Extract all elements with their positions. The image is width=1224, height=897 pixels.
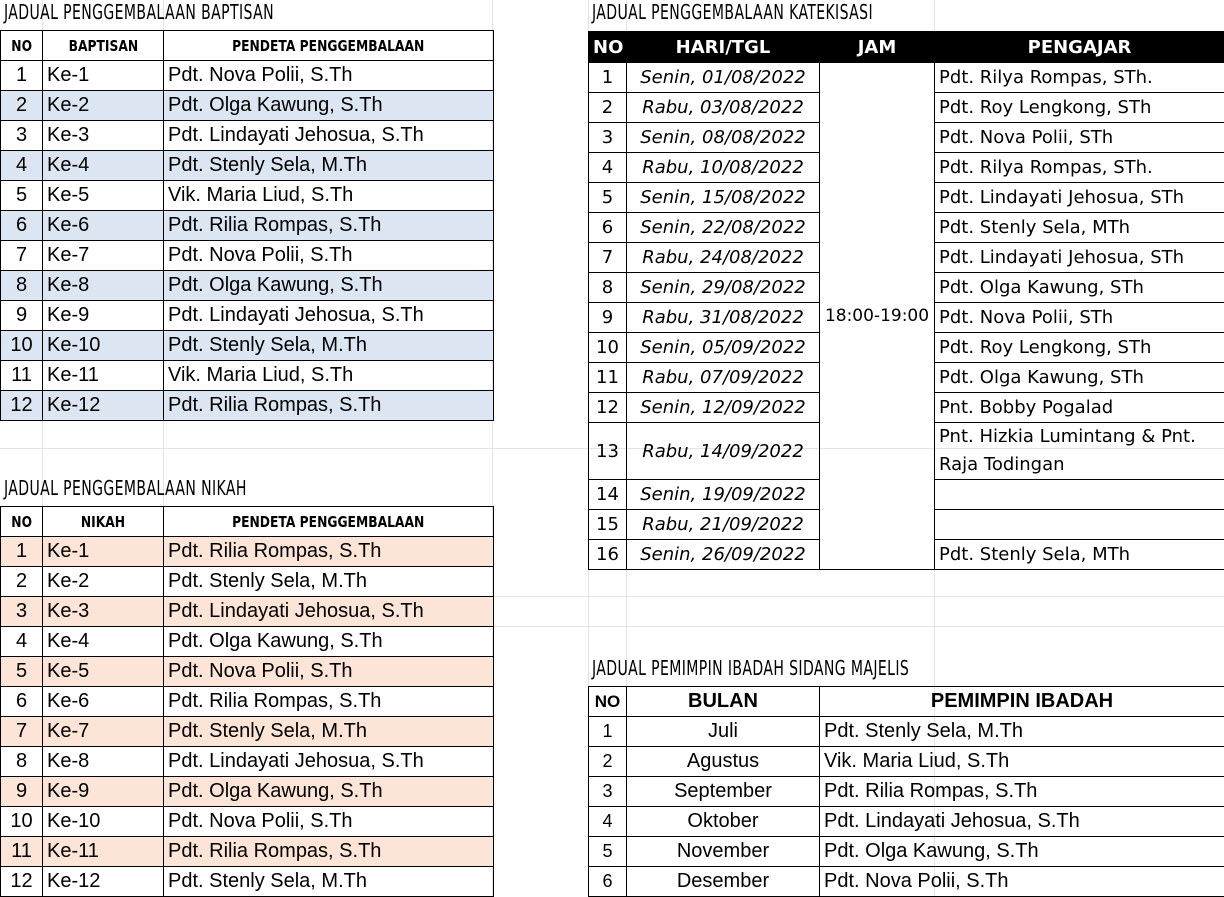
pastor-name: Pdt. Stenly Sela, M.Th bbox=[164, 717, 494, 747]
teacher-name bbox=[935, 480, 1224, 510]
row-number: 10 bbox=[589, 333, 627, 363]
row-label: Ke-4 bbox=[43, 627, 164, 657]
row-number: 9 bbox=[589, 303, 627, 333]
row-number: 4 bbox=[589, 807, 627, 837]
month-name: November bbox=[627, 837, 820, 867]
session-date: Senin, 26/09/2022 bbox=[627, 540, 820, 570]
row-number: 10 bbox=[1, 331, 43, 361]
row-number: 8 bbox=[1, 747, 43, 777]
table-row bbox=[589, 777, 1224, 807]
month-name: Agustus bbox=[627, 747, 820, 777]
table-row bbox=[1, 807, 494, 837]
table-row bbox=[1, 627, 494, 657]
table-row bbox=[1, 361, 494, 391]
row-number: 3 bbox=[589, 777, 627, 807]
baptisan-table bbox=[0, 30, 494, 421]
row-label: Ke-11 bbox=[43, 361, 164, 391]
pastor-name: Pdt. Olga Kawung, S.Th bbox=[164, 777, 494, 807]
session-date: Rabu, 07/09/2022 bbox=[627, 363, 820, 393]
month-name: Juli bbox=[627, 717, 820, 747]
pastor-name: Pdt. Rilia Rompas, S.Th bbox=[164, 537, 494, 567]
session-time: 18:00-19:00 bbox=[820, 63, 935, 570]
pastor-name: Vik. Maria Liud, S.Th bbox=[164, 361, 494, 391]
table-row bbox=[589, 837, 1224, 867]
teacher-name: Pdt. Roy Lengkong, STh bbox=[935, 333, 1224, 363]
table-row bbox=[1, 537, 494, 567]
row-label: Ke-5 bbox=[43, 657, 164, 687]
row-number: 2 bbox=[589, 747, 627, 777]
table-row bbox=[589, 807, 1224, 837]
teacher-name: Pdt. Stenly Sela, MTh bbox=[935, 540, 1224, 570]
row-number: 11 bbox=[1, 361, 43, 391]
katekisasi-title: JADUAL PENGGEMBALAAN KATEKISASI bbox=[592, 0, 873, 24]
column-header-no: NO bbox=[1, 31, 43, 61]
table-row bbox=[1, 181, 494, 211]
table-row bbox=[1, 211, 494, 241]
row-label: Ke-4 bbox=[43, 151, 164, 181]
table-row bbox=[1, 747, 494, 777]
row-number: 12 bbox=[589, 393, 627, 423]
row-label: Ke-5 bbox=[43, 181, 164, 211]
pastor-name: Pdt. Rilia Rompas, S.Th bbox=[164, 211, 494, 241]
table-row bbox=[1, 301, 494, 331]
row-number: 16 bbox=[589, 540, 627, 570]
pastor-name: Pdt. Nova Polii, S.Th bbox=[164, 241, 494, 271]
row-number: 11 bbox=[1, 837, 43, 867]
row-number: 5 bbox=[589, 183, 627, 213]
table-row bbox=[589, 717, 1224, 747]
row-number: 6 bbox=[589, 867, 627, 897]
pastor-name: Pdt. Olga Kawung, S.Th bbox=[164, 91, 494, 121]
session-date: Senin, 05/09/2022 bbox=[627, 333, 820, 363]
row-number: 2 bbox=[1, 567, 43, 597]
session-date: Senin, 19/09/2022 bbox=[627, 480, 820, 510]
column-header-jam: JAM bbox=[820, 32, 935, 63]
row-number: 9 bbox=[1, 777, 43, 807]
teacher-name: Pdt. Lindayati Jehosua, STh bbox=[935, 243, 1224, 273]
row-number: 12 bbox=[1, 391, 43, 421]
row-number: 14 bbox=[589, 480, 627, 510]
pastor-name: Pdt. Stenly Sela, M.Th bbox=[164, 567, 494, 597]
pastor-name: Pdt. Lindayati Jehosua, S.Th bbox=[164, 747, 494, 777]
teacher-name: Pdt. Nova Polii, STh bbox=[935, 303, 1224, 333]
row-number: 4 bbox=[1, 151, 43, 181]
pastor-name: Pdt. Lindayati Jehosua, S.Th bbox=[164, 597, 494, 627]
row-label: Ke-9 bbox=[43, 301, 164, 331]
row-label: Ke-1 bbox=[43, 537, 164, 567]
table-row bbox=[1, 687, 494, 717]
column-header-pendeta: PENDETA PENGGEMBALAAN bbox=[164, 31, 494, 61]
row-number: 13 bbox=[589, 423, 627, 480]
column-header-pendeta: PENDETA PENGGEMBALAAN bbox=[164, 507, 494, 537]
table-row bbox=[1, 657, 494, 687]
teacher-name bbox=[935, 510, 1224, 540]
column-header-no: NO bbox=[589, 687, 627, 717]
table-row bbox=[1, 567, 494, 597]
column-header-baptisan: BAPTISAN bbox=[43, 31, 164, 61]
nikah-title: JADUAL PENGGEMBALAAN NIKAH bbox=[4, 476, 247, 500]
row-label: Ke-7 bbox=[43, 717, 164, 747]
session-date: Rabu, 14/09/2022 bbox=[627, 423, 820, 480]
row-label: Ke-2 bbox=[43, 91, 164, 121]
pastor-name: Pdt. Nova Polii, S.Th bbox=[164, 807, 494, 837]
pastor-name: Pdt. Stenly Sela, M.Th bbox=[164, 867, 494, 897]
nikah-table bbox=[0, 506, 494, 897]
row-number: 7 bbox=[1, 717, 43, 747]
row-number: 4 bbox=[1, 627, 43, 657]
baptisan-title: JADUAL PENGGEMBALAAN BAPTISAN bbox=[4, 0, 274, 24]
column-header-bulan: BULAN bbox=[627, 687, 820, 717]
pastor-name: Pdt. Nova Polii, S.Th bbox=[164, 657, 494, 687]
table-row bbox=[589, 747, 1224, 777]
leader-name: Pdt. Rilia Rompas, S.Th bbox=[820, 777, 1224, 807]
row-label: Ke-8 bbox=[43, 271, 164, 301]
pastor-name: Pdt. Lindayati Jehosua, S.Th bbox=[164, 121, 494, 151]
session-date: Rabu, 31/08/2022 bbox=[627, 303, 820, 333]
row-number: 1 bbox=[589, 63, 627, 93]
row-number: 12 bbox=[1, 867, 43, 897]
row-label: Ke-10 bbox=[43, 807, 164, 837]
teacher-name: Pdt. Nova Polii, STh bbox=[935, 123, 1224, 153]
pastor-name: Pdt. Stenly Sela, M.Th bbox=[164, 331, 494, 361]
row-number: 3 bbox=[1, 121, 43, 151]
session-date: Senin, 15/08/2022 bbox=[627, 183, 820, 213]
column-header-pemimpin: PEMIMPIN IBADAH bbox=[820, 687, 1224, 717]
katekisasi-table bbox=[588, 31, 1224, 570]
pastor-name: Pdt. Rilia Rompas, S.Th bbox=[164, 687, 494, 717]
leader-name: Pdt. Nova Polii, S.Th bbox=[820, 867, 1224, 897]
session-date: Rabu, 03/08/2022 bbox=[627, 93, 820, 123]
row-number: 2 bbox=[589, 93, 627, 123]
row-label: Ke-8 bbox=[43, 747, 164, 777]
session-date: Rabu, 10/08/2022 bbox=[627, 153, 820, 183]
row-label: Ke-6 bbox=[43, 687, 164, 717]
table-row bbox=[1, 867, 494, 897]
session-date: Rabu, 21/09/2022 bbox=[627, 510, 820, 540]
column-header-pengajar: PENGAJAR bbox=[935, 32, 1224, 63]
row-label: Ke-1 bbox=[43, 61, 164, 91]
row-label: Ke-9 bbox=[43, 777, 164, 807]
table-row bbox=[1, 121, 494, 151]
leader-name: Pdt. Olga Kawung, S.Th bbox=[820, 837, 1224, 867]
session-date: Senin, 12/09/2022 bbox=[627, 393, 820, 423]
column-header-nikah: NIKAH bbox=[43, 507, 164, 537]
session-date: Senin, 29/08/2022 bbox=[627, 273, 820, 303]
column-header-hari-tgl: HARI/TGL bbox=[627, 32, 820, 63]
table-row bbox=[1, 241, 494, 271]
row-number: 4 bbox=[589, 153, 627, 183]
row-label: Ke-11 bbox=[43, 837, 164, 867]
table-row bbox=[1, 837, 494, 867]
pastor-name: Pdt. Nova Polii, S.Th bbox=[164, 61, 494, 91]
row-number: 3 bbox=[1, 597, 43, 627]
table-row bbox=[1, 331, 494, 361]
session-date: Rabu, 24/08/2022 bbox=[627, 243, 820, 273]
row-number: 5 bbox=[1, 181, 43, 211]
pastor-name: Pdt. Olga Kawung, S.Th bbox=[164, 627, 494, 657]
row-label: Ke-3 bbox=[43, 121, 164, 151]
pastor-name: Pdt. Stenly Sela, M.Th bbox=[164, 151, 494, 181]
month-name: Desember bbox=[627, 867, 820, 897]
row-label: Ke-12 bbox=[43, 391, 164, 421]
majelis-title: JADUAL PEMIMPIN IBADAH SIDANG MAJELIS bbox=[592, 656, 910, 680]
pastor-name: Pdt. Rilia Rompas, S.Th bbox=[164, 391, 494, 421]
row-number: 3 bbox=[589, 123, 627, 153]
leader-name: Vik. Maria Liud, S.Th bbox=[820, 747, 1224, 777]
session-date: Senin, 22/08/2022 bbox=[627, 213, 820, 243]
row-number: 15 bbox=[589, 510, 627, 540]
majelis-table bbox=[588, 686, 1224, 897]
teacher-name: Pdt. Rilya Rompas, STh. bbox=[935, 63, 1224, 93]
pastor-name: Vik. Maria Liud, S.Th bbox=[164, 181, 494, 211]
table-row bbox=[1, 777, 494, 807]
teacher-name: Pdt. Lindayati Jehosua, STh bbox=[935, 183, 1224, 213]
row-label: Ke-12 bbox=[43, 867, 164, 897]
pastor-name: Pdt. Rilia Rompas, S.Th bbox=[164, 837, 494, 867]
row-number: 7 bbox=[589, 243, 627, 273]
row-number: 2 bbox=[1, 91, 43, 121]
row-label: Ke-10 bbox=[43, 331, 164, 361]
teacher-name: Pdt. Olga Kawung, STh bbox=[935, 273, 1224, 303]
teacher-name: Pdt. Olga Kawung, STh bbox=[935, 363, 1224, 393]
row-label: Ke-2 bbox=[43, 567, 164, 597]
row-number: 1 bbox=[1, 61, 43, 91]
row-number: 11 bbox=[589, 363, 627, 393]
table-row bbox=[1, 271, 494, 301]
row-label: Ke-3 bbox=[43, 597, 164, 627]
column-header-no: NO bbox=[1, 507, 43, 537]
table-row bbox=[1, 597, 494, 627]
session-date: Senin, 08/08/2022 bbox=[627, 123, 820, 153]
teacher-name: Pdt. Stenly Sela, MTh bbox=[935, 213, 1224, 243]
leader-name: Pdt. Stenly Sela, M.Th bbox=[820, 717, 1224, 747]
row-number: 6 bbox=[589, 213, 627, 243]
row-number: 9 bbox=[1, 301, 43, 331]
row-number: 5 bbox=[589, 837, 627, 867]
row-number: 1 bbox=[589, 717, 627, 747]
table-row bbox=[1, 391, 494, 421]
table-row bbox=[1, 151, 494, 181]
month-name: September bbox=[627, 777, 820, 807]
pastor-name: Pdt. Lindayati Jehosua, S.Th bbox=[164, 301, 494, 331]
table-row bbox=[1, 91, 494, 121]
teacher-name: Pdt. Roy Lengkong, STh bbox=[935, 93, 1224, 123]
table-row bbox=[589, 867, 1224, 897]
row-number: 8 bbox=[589, 273, 627, 303]
column-header-no: NO bbox=[589, 32, 627, 63]
teacher-name: Pdt. Rilya Rompas, STh. bbox=[935, 153, 1224, 183]
row-label: Ke-6 bbox=[43, 211, 164, 241]
row-number: 6 bbox=[1, 211, 43, 241]
row-number: 6 bbox=[1, 687, 43, 717]
teacher-name: Pnt. Bobby Pogalad bbox=[935, 393, 1224, 423]
leader-name: Pdt. Lindayati Jehosua, S.Th bbox=[820, 807, 1224, 837]
row-label: Ke-7 bbox=[43, 241, 164, 271]
row-number: 10 bbox=[1, 807, 43, 837]
row-number: 1 bbox=[1, 537, 43, 567]
table-row bbox=[1, 61, 494, 91]
session-date: Senin, 01/08/2022 bbox=[627, 63, 820, 93]
table-row bbox=[589, 63, 1224, 93]
row-number: 5 bbox=[1, 657, 43, 687]
teacher-name: Pnt. Hizkia Lumintang & Pnt. Raja Todingan bbox=[935, 423, 1224, 480]
table-row bbox=[1, 717, 494, 747]
pastor-name: Pdt. Olga Kawung, S.Th bbox=[164, 271, 494, 301]
row-number: 8 bbox=[1, 271, 43, 301]
row-number: 7 bbox=[1, 241, 43, 271]
month-name: Oktober bbox=[627, 807, 820, 837]
